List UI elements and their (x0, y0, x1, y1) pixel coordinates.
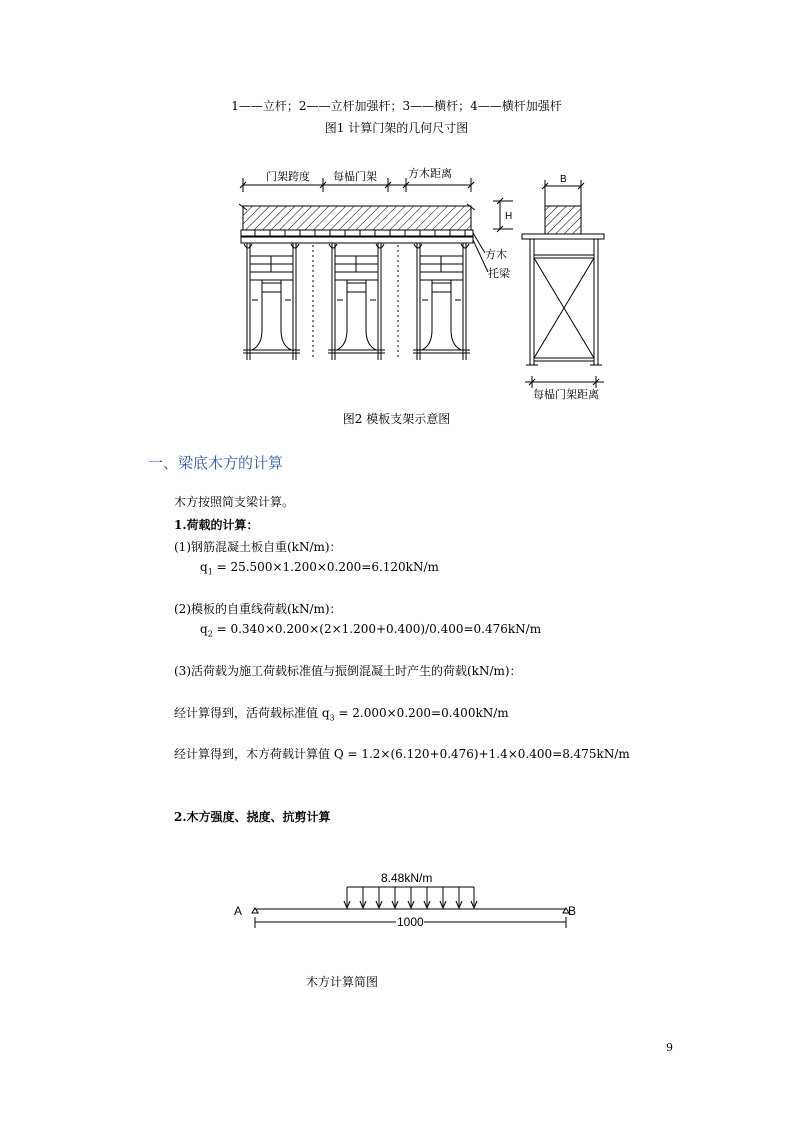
figure2-caption: 图2 模板支架示意图 (342, 412, 451, 426)
formwork-support-diagram (230, 160, 620, 405)
label-support-beam: 托梁 (488, 268, 510, 280)
support-beam (241, 237, 473, 243)
item1-text: (1)钢筋混凝土板自重(kN/m)： (174, 540, 342, 554)
label-wood-spacing: 方木距离 (408, 168, 452, 180)
batten-ticks (255, 230, 465, 236)
label-a: A (234, 904, 243, 918)
door-frame-1 (243, 243, 300, 360)
span-label: 1000 (397, 915, 424, 929)
side-view-posts (526, 239, 602, 365)
item2-text: (2)模板的自重线荷载(kN/m)： (174, 602, 342, 616)
load-heading: 1.荷载的计算： (174, 518, 259, 532)
label-span: 门架跨度 (266, 171, 310, 183)
wood-batten-row (241, 230, 473, 236)
load-label: 8.48kN/m (381, 871, 433, 885)
label-b: B (560, 174, 567, 185)
door-frame-2 (328, 243, 385, 360)
label-wood: 方木 (485, 249, 507, 261)
side-view-beam (545, 206, 581, 234)
figure1-legend: 1——立杆；2——立杆加强杆；3——横杆；4——横杆加强杆 (231, 99, 562, 113)
q2-formula: $q_2 = 0.340\times 0.200\times(2\times 1.200+0.400)/0.400=0.476kN/m$ (200, 622, 542, 639)
figure1-caption: 图1 计算门架的几何尺寸图 (324, 121, 469, 135)
side-view-support-beam (522, 234, 604, 239)
label-frame-spacing: 每榀门架距离 (533, 389, 599, 401)
section-title: 一、梁底木方的计算 (148, 454, 284, 472)
figure3-caption: 木方计算简图 (306, 975, 379, 989)
design-load-line: 经计算得到，木方荷载计算值 Q = 1.2×(6.120+0.476)+1.4×0.400=8.475kN/m (174, 747, 630, 761)
label-per-frame: 每榀门架 (333, 171, 377, 183)
item3-text: (3)活荷载为施工荷载标准值与振倒混凝土时产生的荷载(kN/m)： (174, 664, 522, 678)
intro-text: 木方按照简支梁计算。 (174, 495, 295, 509)
wood-beam-diagram (225, 862, 590, 937)
page-number: 9 (666, 1041, 673, 1054)
live-load-line: 经计算得到，活荷载标准值 $q_3 = 2.000\times 0.200=0.400kN/m$ (174, 706, 509, 723)
label-h: H (505, 211, 513, 222)
label-b: B (568, 904, 577, 918)
strength-heading: 2.木方强度、挠度、抗剪计算 (174, 810, 331, 824)
load-arrows (344, 887, 477, 908)
concrete-slab (243, 206, 471, 230)
frame-spacing-dimension (525, 376, 604, 388)
door-frame-3 (413, 243, 470, 360)
q1-formula: $q_1 = 25.500\times 1.200\times 0.200=6.120kN/m$ (200, 560, 439, 577)
